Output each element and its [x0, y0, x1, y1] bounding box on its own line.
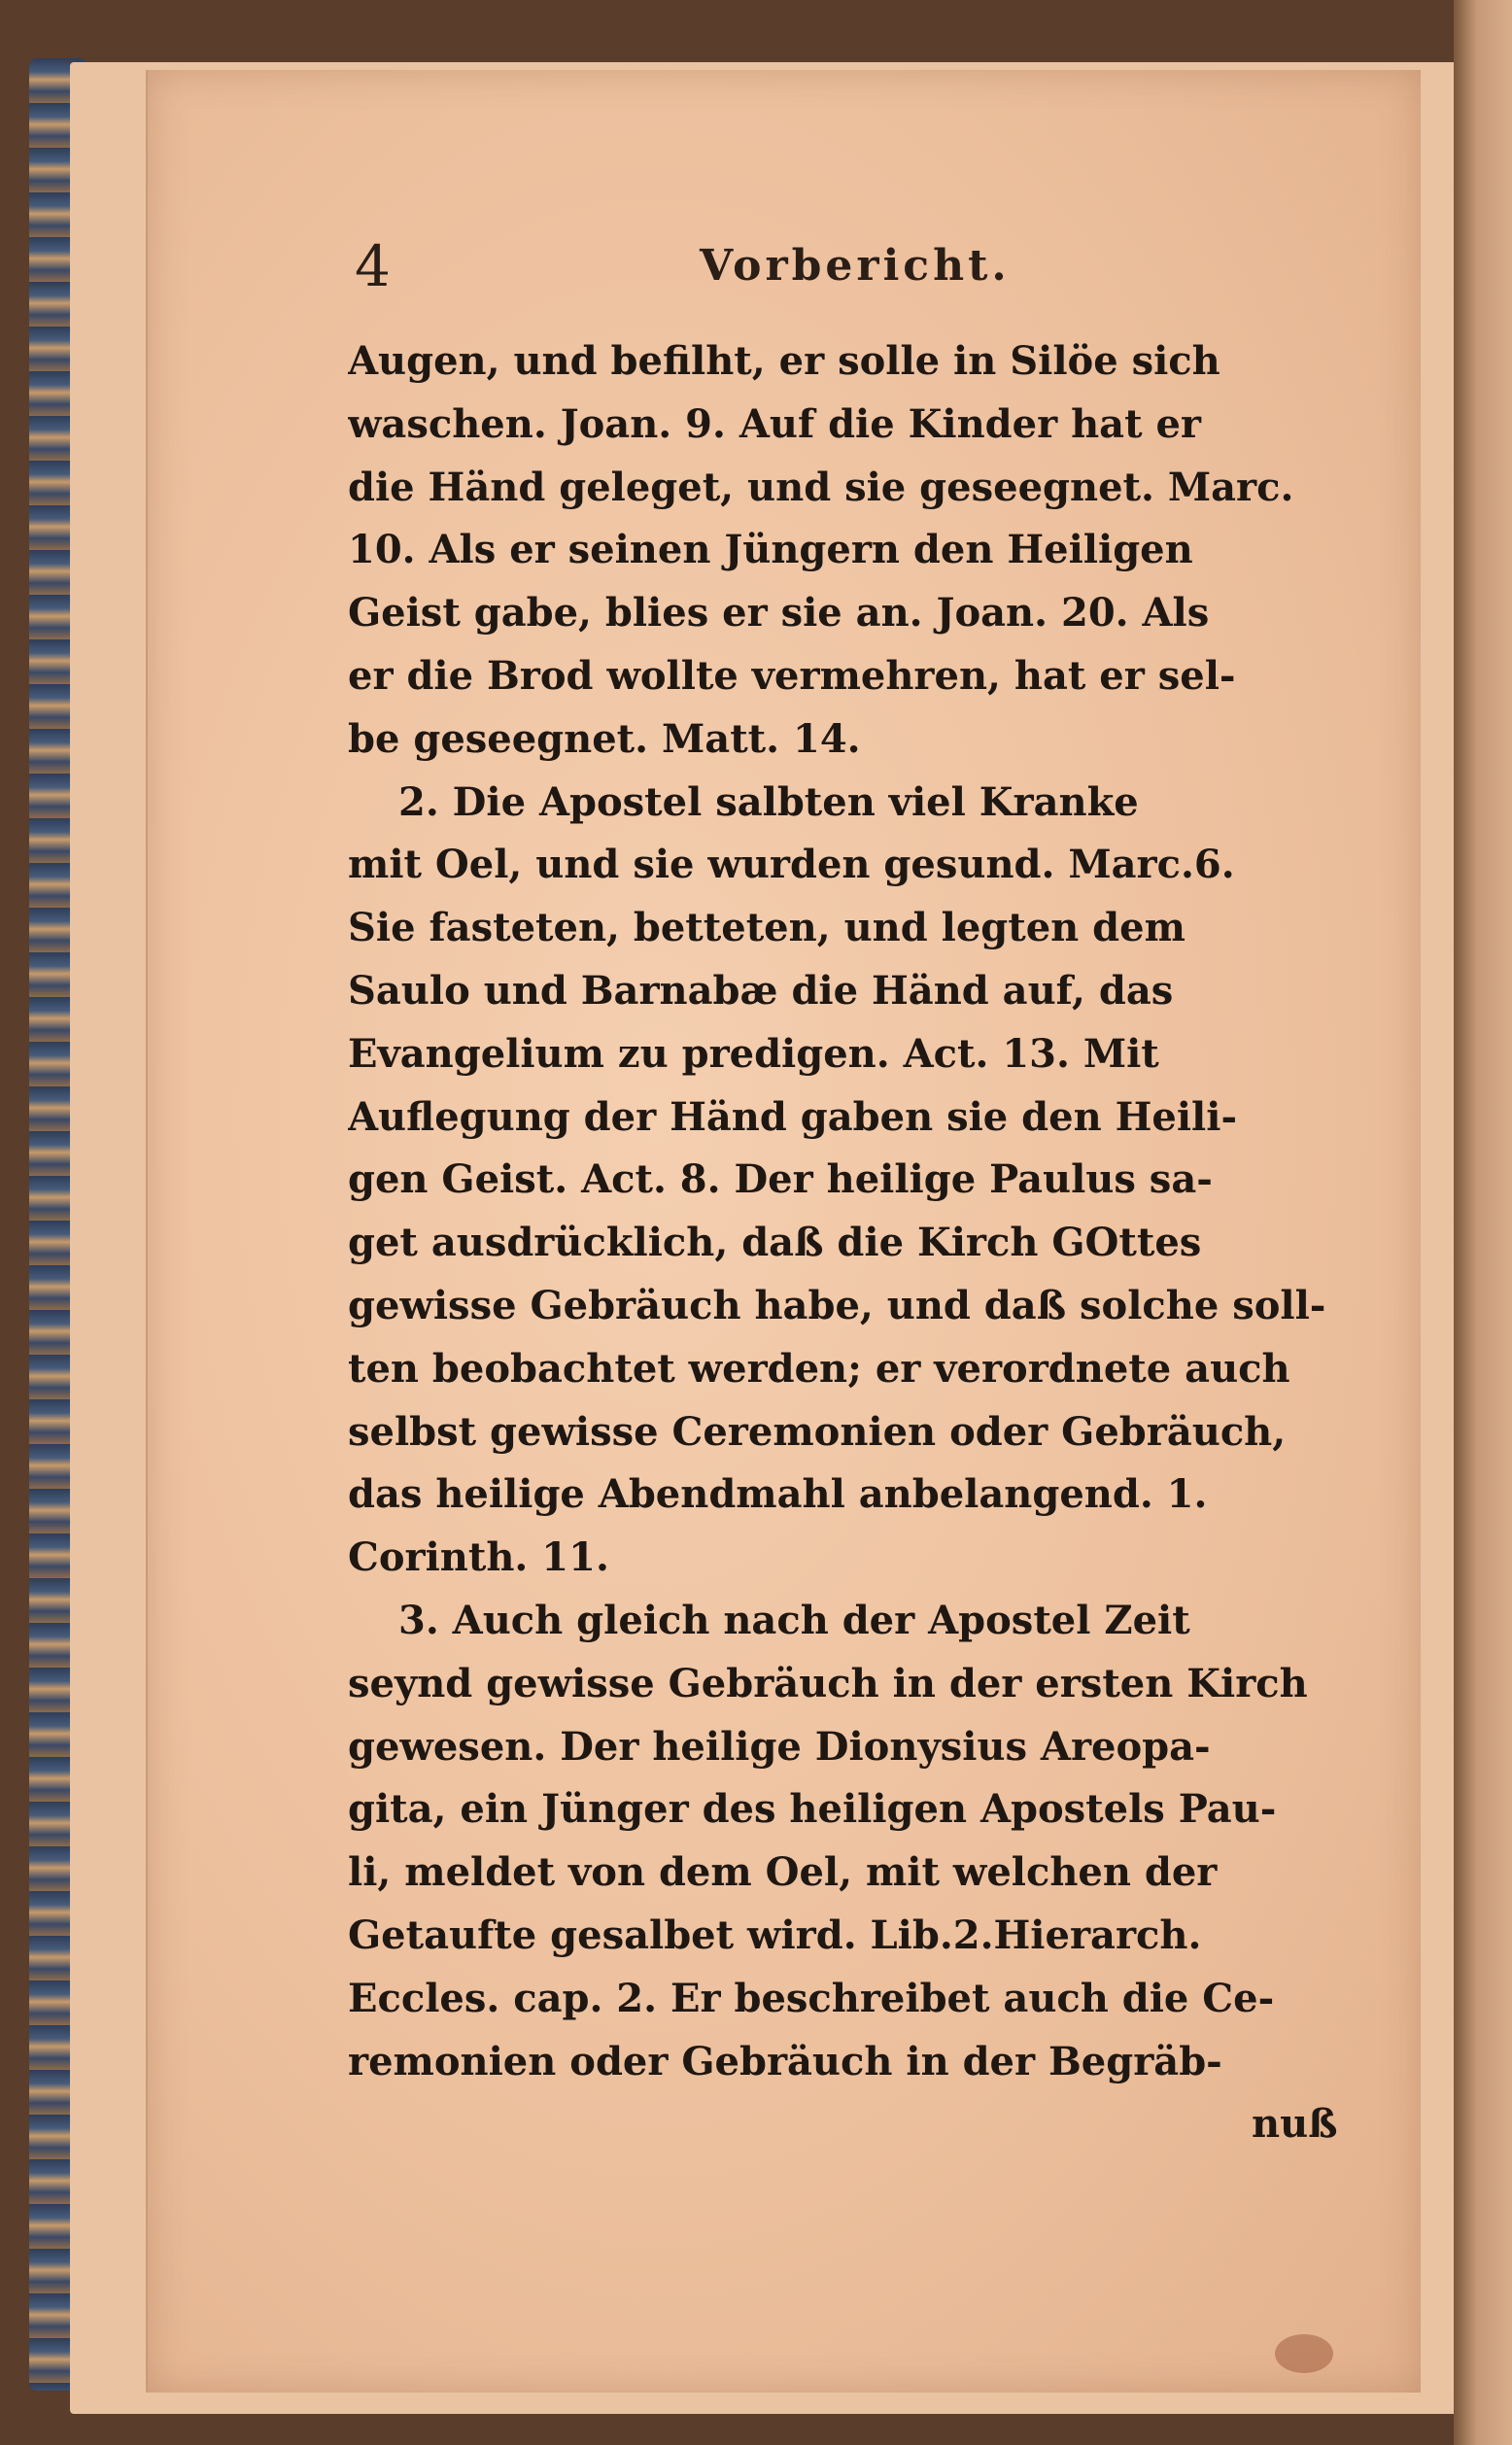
paragraph-start-line: 3. Auch gleich nach der Apostel Zeit [398, 1597, 1190, 1643]
text-line: gewisse Gebräuch habe, und daß solche soll- [348, 1282, 1326, 1328]
text-line: das heilige Abendmahl anbelangend. 1. [348, 1471, 1208, 1518]
page-number: 4 [355, 233, 391, 299]
text-line: gewesen. Der heilige Dionysius Areopa- [348, 1723, 1211, 1770]
text-line: be geseegnet. Matt. 14. [348, 715, 861, 762]
text-line: Corinth. 11. [348, 1534, 609, 1581]
text-line: Saulo und Barnabæ die Händ auf, das [348, 967, 1174, 1014]
facing-page-edge [1454, 0, 1512, 2445]
text-line: Sie fasteten, betteten, und legten dem [348, 905, 1186, 951]
text-line: gita, ein Jünger des heiligen Apostels Pau- [348, 1786, 1277, 1833]
page-stain [1275, 2334, 1333, 2373]
text-line: Evangelium zu predigen. Act. 13. Mit [348, 1030, 1159, 1077]
text-line: Auflegung der Händ gaben sie den Heili- [348, 1093, 1238, 1140]
page-header [204, 233, 1370, 321]
text-line: Augen, und befilht, er solle in Silöe sich [348, 338, 1220, 384]
text-line: Eccles. cap. 2. Er beschreibet auch die Ce- [348, 1975, 1275, 2021]
running-head: Vorbericht. [700, 241, 1011, 291]
text-line: Geist gabe, blies er sie an. Joan. 20. Als [348, 590, 1210, 637]
text-line: selbst gewisse Ceremonien oder Gebräuch, [348, 1408, 1287, 1455]
text-line: die Händ geleget, und sie geseegnet. Marc. [348, 464, 1294, 510]
text-line: seynd gewisse Gebräuch in der ersten Kirch [348, 1660, 1308, 1706]
paragraph-start-line: 2. Die Apostel salbten viel Kranke [398, 778, 1139, 825]
body-text [348, 330, 1402, 2156]
text-line: li, meldet von dem Oel, mit welchen der [348, 1849, 1218, 1896]
text-line: gen Geist. Act. 8. Der heilige Paulus sa- [348, 1156, 1213, 1203]
text-line: mit Oel, und sie wurden gesund. Marc.6. [348, 842, 1235, 888]
text-line: waschen. Joan. 9. Auf die Kinder hat er [348, 400, 1202, 447]
catchword: nuß [1252, 2101, 1338, 2148]
text-line: 10. Als er seinen Jüngern den Heiligen [348, 527, 1193, 573]
text-line: ten beobachtet werden; er verordnete auch [348, 1345, 1290, 1392]
text-line: get ausdrücklich, daß die Kirch GOttes [348, 1220, 1202, 1266]
text-line: er die Brod wollte vermehren, hat er sel- [348, 652, 1236, 699]
text-line: remonien oder Gebräuch in der Begräb- [348, 2038, 1222, 2084]
text-line: Getaufte gesalbet wird. Lib.2.Hierarch. [348, 1911, 1202, 1958]
